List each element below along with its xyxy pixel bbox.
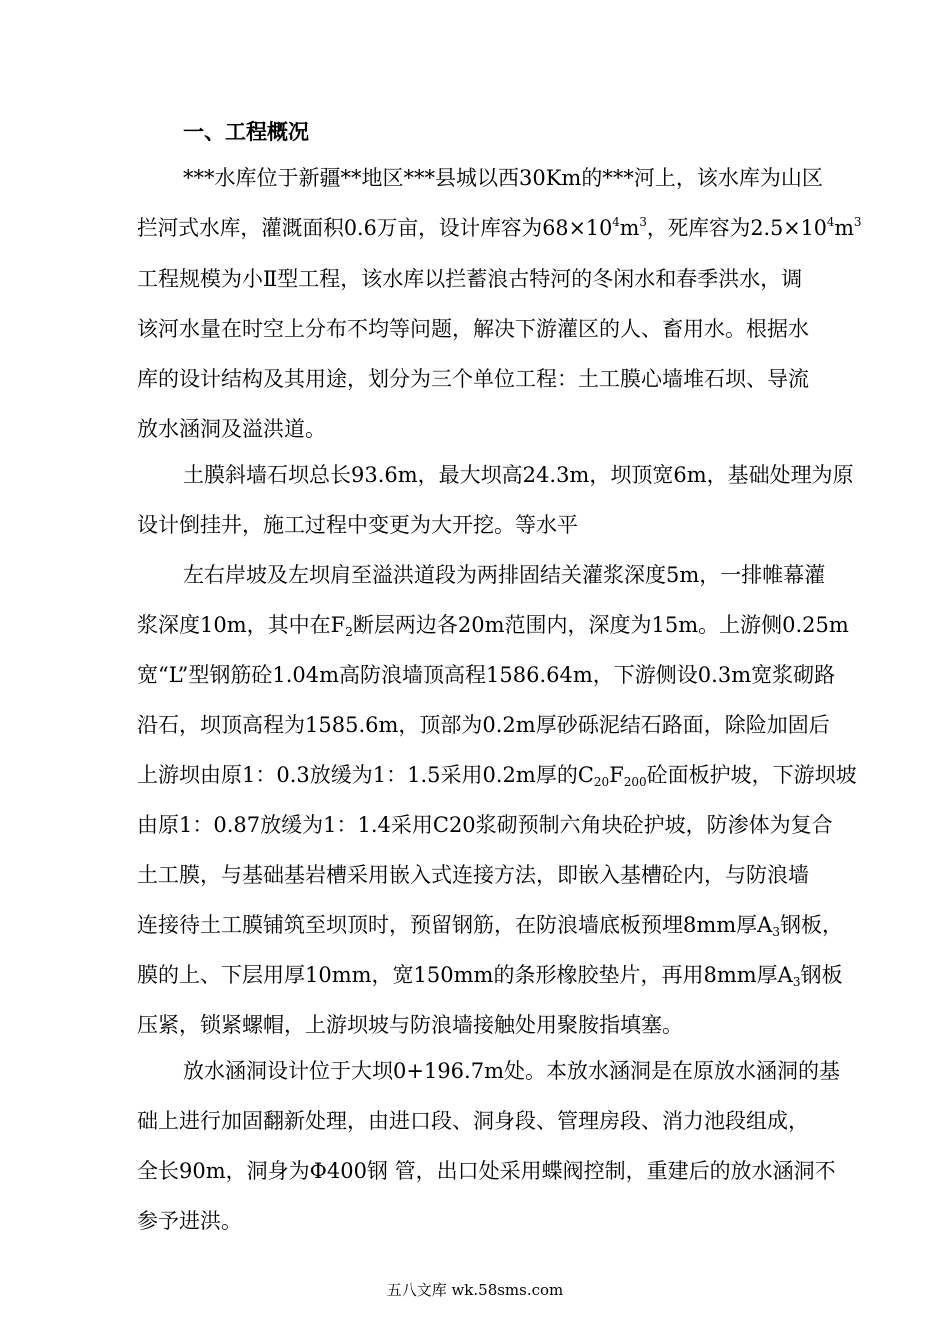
p2-line-2: 设计倒挂井，施工过程中变更为大开挖。等水平 (137, 513, 578, 537)
p1-line-1: ***水库位于新疆**地区***县城以西30Km的***河上，该水库为山区 (183, 166, 823, 190)
p3-line-2-sub-1: 2 (345, 625, 353, 639)
p4-line-1: 放水涵洞设计位于大坝0+196.7m处。本放水涵洞是在原放水涵洞的基 (183, 1059, 840, 1083)
p1-line-2-sup-1: 4 (612, 215, 620, 229)
p1-line-2 (137, 215, 862, 241)
p3-line-2-text-b: 断层两边各20m范围内，深度为15m。上游侧0.25m (352, 613, 849, 637)
p3-line-8-text-b: 钢板， (780, 913, 843, 937)
p3-line-8-sub-1: 3 (772, 925, 780, 939)
p1-line-6: 放水涵洞及溢洪道。 (137, 417, 326, 441)
p3-line-5-text-a: 上游坝由原1：0.3放缓为1：1.5采用0.2m厚的C (137, 763, 594, 787)
p3-line-5-sub-2: 200 (623, 775, 647, 789)
p2-line-1: 土膜斜墙石坝总长93.6m，最大坝高24.3m，坝顶宽6m，基础处理为原 (183, 463, 854, 487)
p1-line-2-text-a: 拦河式水库，灌溉面积0.6万亩，设计库容为68×10 (137, 216, 613, 240)
p4-line-2: 础上进行加固翻新处理，由进口段、洞身段、管理房段、消力池段组成， (137, 1109, 809, 1133)
p3-line-9-text-a: 膜的上、下层用厚10mm，宽150mm的条形橡胶垫片，再用8mm厚A (137, 963, 793, 987)
p3-line-9-text-b: 钢板 (800, 963, 843, 987)
p1-line-2-sup-4: 3 (854, 215, 862, 229)
p3-line-3: 宽“L”型钢筋砼1.04m高防浪墙顶高程1586.64m，下游侧设0.3m宽浆砌路 (137, 663, 836, 687)
p3-line-5 (137, 762, 857, 788)
p1-line-2-text-b: m (619, 216, 640, 240)
p3-line-9 (137, 962, 842, 988)
p3-line-8 (137, 912, 843, 938)
p4-line-4: 参予进洪。 (137, 1209, 242, 1233)
p3-line-5-text-b: F (609, 763, 624, 787)
p3-line-6: 由原1：0.87放缓为1：1.4采用C20浆砌预制六角块砼护坡，防渗体为复合 (137, 813, 833, 837)
p1-line-2-text-c: ，死库容为2.5×10 (646, 216, 827, 240)
p3-line-8-text-a: 连接待土工膜铺筑至坝顶时，预留钢筋，在防浪墙底板预埋8mm厚A (137, 913, 773, 937)
p1-line-2-sup-2: 3 (639, 215, 647, 229)
p3-line-2-text-a: 浆深度10m，其中在F (137, 613, 346, 637)
p3-line-10: 压紧，锁紧螺帽，上游坝坡与防浪墙接触处用聚胺指填塞。 (137, 1013, 683, 1037)
p1-line-3: 工程规模为小Ⅱ型工程，该水库以拦蓄浪古特河的冬闲水和春季洪水，调 (137, 267, 803, 291)
p3-line-5-text-c: 砼面板护坡，下游坝坡 (646, 763, 857, 787)
p3-line-4: 沿石，坝顶高程为1585.6m，顶部为0.2m厚砂砾泥结石路面，除险加固后 (137, 713, 830, 737)
p3-line-9-sub-1: 3 (792, 975, 801, 989)
page-footer: 五八文库 wk.58sms.com (386, 1281, 564, 1299)
p4-line-3: 全长90m，洞身为Φ400钢 管，出口处采用蝶阀控制，重建后的放水涵洞不 (137, 1159, 836, 1183)
p1-line-4: 该河水量在时空上分布不均等问题，解决下游灌区的人、畜用水。根据水 (137, 317, 809, 341)
p3-line-1: 左右岸坡及左坝肩至溢洪道段为两排固结关灌浆深度5m，一排帷幕灌 (183, 563, 826, 587)
section-heading: 一、工程概况 (183, 120, 309, 144)
p3-line-7: 土工膜，与基础基岩槽采用嵌入式连接方法，即嵌入基槽砼内，与防浪墙 (137, 863, 809, 887)
p3-line-2 (137, 612, 849, 638)
p1-line-5: 库的设计结构及其用途，划分为三个单位工程：土工膜心墙堆石坝、导流 (137, 367, 809, 391)
p1-line-2-text-d: m (834, 216, 855, 240)
p1-line-2-sup-3: 4 (826, 215, 835, 229)
p3-line-5-sub-1: 20 (593, 775, 610, 789)
